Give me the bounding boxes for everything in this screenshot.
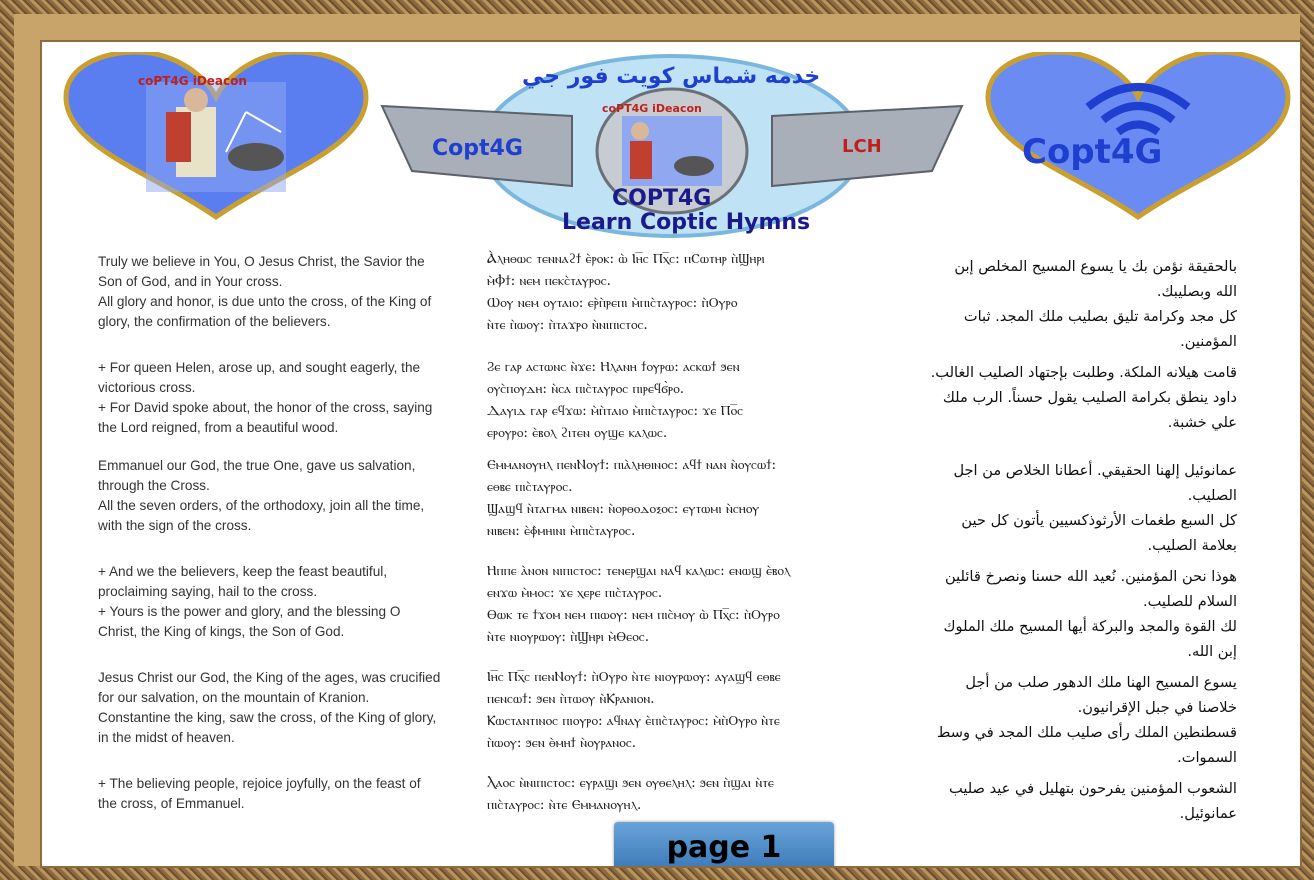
arabic-line: داود ينطق بكرامة الصليب يقول حسناً. الرب ملك xyxy=(942,389,1237,406)
english-line: + And we the believers, keep the feast beautiful, xyxy=(98,564,388,579)
english-line: for our salvation, on the mountain of Kranion. xyxy=(98,690,370,705)
english-line: in the midst of heaven. xyxy=(98,730,235,745)
page-number-tab[interactable] xyxy=(614,822,834,868)
arabic-line: عمانوئيل إلهنا الحقيقي. أعطانا الخلاص من اجل xyxy=(953,462,1237,479)
coptic-line: Ⲓⲏ̅ⲥ Ⲡⲭ̅ⲥ ⲡⲉⲛⲚⲟⲩϯ: ⲡ̀Ⲟⲩⲣⲟ ⲛ̀ⲧⲉ ⲛⲓⲟⲩⲣⲱⲟⲩ: ⲁⲩⲁϣϥ ⲉⲑⲃⲉ xyxy=(487,669,781,685)
english-line: the cross, of Emmanuel. xyxy=(98,796,245,811)
coptic-line: ⲡⲓⲥ̀ⲧⲁⲩⲣⲟⲥ: ⲛ̀ⲧⲉ Ⲉⲙⲙⲁⲛⲟⲩⲏⲗ. xyxy=(487,797,642,813)
arabic-line: الشعوب المؤمنين يفرحون بتهليل في عيد صليب xyxy=(948,780,1237,797)
coptic-line: ⲙ̀Ⲫϯ: ⲛⲉⲙ ⲡⲉⲕⲥ̀ⲧⲁⲩⲣⲟⲥ. xyxy=(487,273,611,289)
coptic-line: ⲉⲑⲃⲉ ⲡⲓⲥ̀ⲧⲁⲩⲣⲟⲥ. xyxy=(487,479,573,495)
arabic-line: علي خشبة. xyxy=(1167,414,1237,431)
banner-subtitle: Learn Coptic Hymns xyxy=(562,210,811,235)
coptic-verse xyxy=(487,454,847,542)
arabic-line: خلاصنا في جبل الإقرانيون. xyxy=(1077,699,1237,716)
page-paper xyxy=(40,40,1302,868)
banner-main-title: COPT4G xyxy=(612,186,712,211)
english-line: glory, the confirmation of the believers. xyxy=(98,314,331,329)
english-line: with the sign of the cross. xyxy=(98,518,252,533)
english-verse xyxy=(98,252,458,332)
frame-inner xyxy=(14,14,1300,866)
coptic-line: ⲉⲛϫⲱ ⲙ̀ⲙⲟⲥ: ϫⲉ ⲭⲉⲣⲉ ⲡⲓⲥ̀ⲧⲁⲩⲣⲟⲥ. xyxy=(487,585,663,601)
english-line: + For David spoke about, the honor of the cross, saying xyxy=(98,400,433,415)
english-line: Son of God, and in Your cross. xyxy=(98,274,283,289)
arabic-line: بالحقيقة نؤمن بك يا يسوع المسيح المخلص إبن xyxy=(954,258,1237,275)
coptic-line: Ϣⲁϣϥ ⲛ̀ⲧⲁⲅⲙⲁ ⲛⲓⲃⲉⲛ: ⲛ̀ⲟⲣⲑⲟⲇⲟⲝⲟⲥ: ⲉⲩⲧⲱⲙⲓ ⲛ̀ⲥⲏⲟⲩ xyxy=(487,501,760,517)
arabic-line: السلام للصليب. xyxy=(1142,593,1237,610)
coptic-line: ⲛⲓⲃⲉⲛ: ⲉ̀ⲫ̀ⲙⲏⲓⲛⲓ ⲙ̀ⲡⲓⲥ̀ⲧⲁⲩⲣⲟⲥ. xyxy=(487,523,636,539)
english-line: + Yours is the power and glory, and the blessing O xyxy=(98,604,401,619)
arabic-line: السموات. xyxy=(1177,749,1237,766)
coptic-line: ⲡ̀ⲱⲟⲩ: ϧⲉⲛ ⲑ̀ⲙⲏϯ ⲛ̀ⲟⲩⲣⲁⲛⲟⲥ. xyxy=(487,735,637,751)
page-number-label: page 1 xyxy=(666,830,782,865)
english-line: Emmanuel our God, the true One, gave us salvation, xyxy=(98,458,416,473)
coptic-line: Ⲇⲁⲩⲓⲇ ⲅⲁⲣ ⲉϥϫⲱ: ⲙ̀ⲡ̀ⲧⲁⲓⲟ ⲙ̀ⲡⲓⲥ̀ⲧⲁⲩⲣⲟⲥ: ϫⲉ Ⲡⲟ̅ⲥ xyxy=(487,403,744,419)
coptic-verse xyxy=(487,248,847,336)
english-line: proclaiming saying, hail to the cross. xyxy=(98,584,318,599)
arabic-verse xyxy=(887,458,1237,558)
banner-right-logo-text: LCH xyxy=(842,136,882,157)
arabic-line: الله وبصليبك. xyxy=(1156,283,1237,300)
english-line: Constantine the king, saw the cross, of the King of glory, xyxy=(98,710,437,725)
right-heart-logo xyxy=(978,52,1298,222)
arabic-line: المؤمنين. xyxy=(1180,333,1237,350)
english-line: the Lord reigned, from a beautiful wood. xyxy=(98,420,339,435)
arabic-verse xyxy=(887,564,1237,664)
coptic-line: Ⲑⲱⲕ ⲧⲉ ϯϫⲟⲙ ⲛⲉⲙ ⲡⲓⲱⲟⲩ: ⲛⲉⲙ ⲡⲓⲥ̀ⲙⲟⲩ ⲱ̀ Ⲡⲭ̅ⲥ: ⲡ̀Ⲟⲩⲣⲟ xyxy=(487,607,780,623)
coptic-line: ⲡⲉⲛⲥⲱϯ: ϧⲉⲛ ⲡ̀ⲧⲱⲟⲩ ⲛ̀Ⲕⲣⲁⲛⲓⲟⲛ. xyxy=(487,691,655,707)
arabic-line: إبن الله. xyxy=(1187,643,1237,660)
english-verse xyxy=(98,358,458,438)
arabic-verse xyxy=(887,670,1237,770)
english-verse xyxy=(98,562,458,642)
right-heart-logo-text: Copt4G xyxy=(1022,132,1163,172)
arabic-line: كل السبع طغمات الأرثوذكسيين يأتون كل حين xyxy=(961,512,1237,529)
coptic-line: Ϩⲉ ⲅⲁⲣ ⲁⲥⲧⲱⲛⲥ ⲛ̀ϫⲉ: Ⲏⲗⲁⲛⲏ ϯⲟⲩⲣⲱ: ⲁⲥⲕⲱϯ ϧⲉⲛ xyxy=(487,359,740,375)
english-verse xyxy=(98,774,458,814)
left-heart-logo-text: coPT4G iDeacon xyxy=(138,74,247,88)
english-line: Christ, the King of kings, the Son of God. xyxy=(98,624,345,639)
left-heart-logo xyxy=(56,52,376,222)
coptic-line: Ⲁ̀ⲗⲏⲑⲱⲥ ⲧⲉⲛⲛⲁϩϯ ⲉ̀ⲣⲟⲕ: ⲱ̀ Ⲓⲏ̅ⲥ Ⲡⲭ̅ⲥ: ⲡⲤⲱⲧⲏⲣ ⲡ̀Ϣⲏⲣⲓ xyxy=(487,251,765,267)
english-line: through the Cross. xyxy=(98,478,210,493)
coptic-line: Ⲉⲙⲙⲁⲛⲟⲩⲏⲗ ⲡⲉⲛⲚⲟⲩϯ: ⲡⲓⲁ̀ⲗⲏⲑⲓⲛⲟⲥ: ⲁϥϯ ⲛⲁⲛ ⲛ̀ⲟⲩⲥⲱϯ: xyxy=(487,457,777,473)
arabic-line: الصليب. xyxy=(1187,487,1237,504)
coptic-verse xyxy=(487,666,847,754)
arabic-line: يسوع المسيح الهنا ملك الدهور صلب من أجل xyxy=(965,674,1237,691)
arabic-line: قسطنطين الملك رأى صليب ملك المجد في وسط xyxy=(936,724,1237,741)
arabic-verse xyxy=(887,360,1237,435)
banner-left-logo-text: Copt4G xyxy=(432,136,523,161)
english-line: victorious cross. xyxy=(98,380,196,395)
banner-arabic-title: خدمه شماس كويت فور جي xyxy=(522,64,821,89)
coptic-line: ⲛ̀ⲧⲉ ⲡ̀ⲱⲟⲩ: ⲡ̀ⲧⲁϫⲣⲟ ⲛ̀ⲛⲓⲡⲓⲥⲧⲟⲥ. xyxy=(487,317,648,333)
coptic-line: Ⲗⲁⲟⲥ ⲛ̀ⲛⲓⲡⲓⲥⲧⲟⲥ: ⲉⲩⲣⲁϣⲓ ϧⲉⲛ ⲟⲩⲑⲉⲗⲏⲗ: ϧⲉⲛ ⲡ̀ϣⲁⲓ ⲛ̀ⲧⲉ xyxy=(487,775,774,791)
arabic-line: قامت هيلانه الملكة. وطلبت بإجتهاد الصليب الغالب. xyxy=(930,364,1237,381)
arabic-verse xyxy=(887,776,1237,826)
english-line: All glory and honor, is due unto the cross, of the King of xyxy=(98,294,432,309)
coptic-verse xyxy=(487,356,847,444)
arabic-line: بعلامة الصليب. xyxy=(1147,537,1237,554)
coptic-line: ⲉⲣⲟⲩⲣⲟ: ⲉ̀ⲃⲟⲗ ϩⲓⲧⲉⲛ ⲟⲩϣⲉ ⲕⲁⲗⲱⲥ. xyxy=(487,425,668,441)
arabic-line: كل مجد وكرامة تليق بصليب ملك المجد. ثبات xyxy=(963,308,1237,325)
banner-center-logo-text: coPT4G iDeacon xyxy=(602,102,702,115)
english-line: + For queen Helen, arose up, and sought eagerly, the xyxy=(98,360,421,375)
coptic-line: ⲟⲩⲥ̀ⲡⲟⲩⲇⲏ: ⲛ̀ⲥⲁ ⲡⲓⲥ̀ⲧⲁⲩⲣⲟⲥ ⲡⲓⲣⲉϥϭ̀ⲣⲟ. xyxy=(487,381,685,397)
center-banner xyxy=(372,46,972,242)
coptic-verse xyxy=(487,560,847,648)
coptic-verse xyxy=(487,772,847,816)
arabic-verse xyxy=(887,254,1237,354)
english-line: Truly we believe in You, O Jesus Christ, the Savior the xyxy=(98,254,425,269)
arabic-line: عمانوئيل. xyxy=(1179,805,1237,822)
coptic-line: Ⲱⲟⲩ ⲛⲉⲙ ⲟⲩⲧⲁⲓⲟ: ⲉⲣ̀ⲡ̀ⲣⲉⲡⲓ ⲙ̀ⲡⲓⲥ̀ⲧⲁⲩⲣⲟⲥ: ⲡ̀Ⲟⲩⲣⲟ xyxy=(487,295,738,311)
coptic-line: Ⲏⲡⲡⲉ ⲁ̀ⲛⲟⲛ ⲛⲓⲡⲓⲥⲧⲟⲥ: ⲧⲉⲛⲉⲣϣⲁⲓ ⲛⲁϥ ⲕⲁⲗⲱⲥ: ⲉⲛⲱϣ ⲉ̀ⲃⲟⲗ xyxy=(487,563,791,579)
english-line: All the seven orders, of the orthodoxy, join all the time, xyxy=(98,498,425,513)
arabic-line: لك القوة والمجد والبركة أيها المسيح ملك الملوك xyxy=(943,618,1237,635)
english-line: Jesus Christ our God, the King of the ages, was crucified xyxy=(98,670,441,685)
english-verse xyxy=(98,456,458,536)
english-verse xyxy=(98,668,458,748)
coptic-line: Ⲕⲱⲥⲧⲁⲛⲧⲓⲛⲟⲥ ⲡⲓⲟⲩⲣⲟ: ⲁϥⲛⲁⲩ ⲉ̀ⲡⲓⲥ̀ⲧⲁⲩⲣⲟⲥ: ⲙ̀ⲡ̀Ⲟⲩⲣⲟ ⲛ̀ⲧⲉ xyxy=(487,713,780,729)
arabic-line: هوذا نحن المؤمنين. نُعيد الله حسنا ونصرخ قائلين xyxy=(945,568,1237,585)
coptic-line: ⲛ̀ⲧⲉ ⲛⲓⲟⲩⲣⲱⲟⲩ: ⲡ̀Ϣⲏⲣⲓ ⲙ̀Ⲑⲉⲟⲥ. xyxy=(487,629,650,645)
english-line: + The believing people, rejoice joyfully, on the feast of xyxy=(98,776,421,791)
